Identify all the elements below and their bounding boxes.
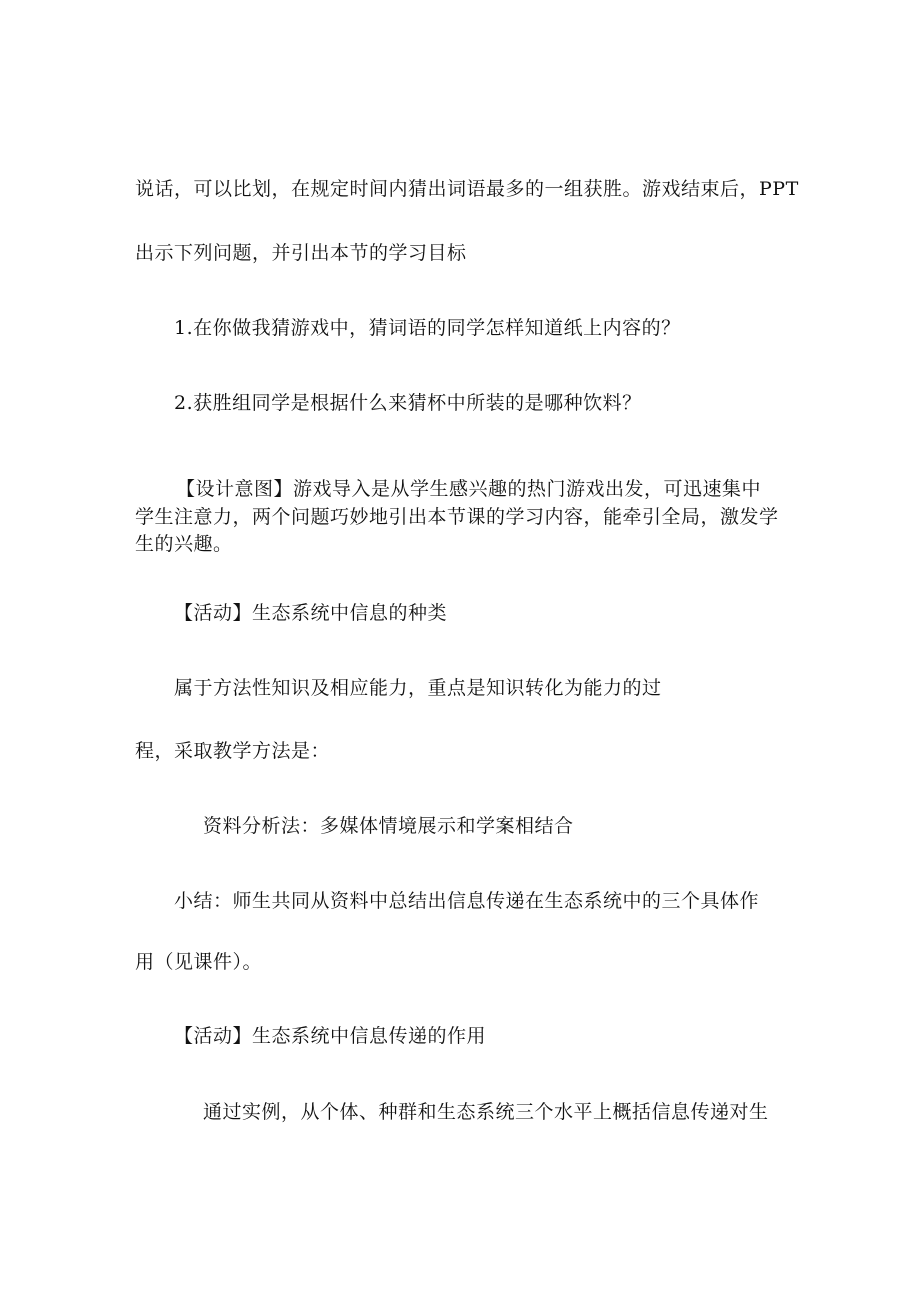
summary-line: 小结：师生共同从资料中总结出信息传递在生态系统中的三个具体作 — [174, 890, 760, 912]
design-intent-line: 生的兴趣。 — [135, 533, 233, 555]
method-line: 资料分析法：多媒体情境展示和学案相结合 — [203, 815, 574, 837]
paragraph-line: 属于方法性知识及相应能力，重点是知识转化为能力的过 — [174, 677, 662, 699]
question-item: 2.获胜组同学是根据什么来猜杯中所装的是哪种饮料？ — [174, 392, 642, 414]
activity-heading: 【活动】生态系统中信息传递的作用 — [174, 1025, 487, 1047]
paragraph-line: 出示下列问题，并引出本节的学习目标 — [135, 242, 467, 264]
paragraph-line: 说话，可以比划，在规定时间内猜出词语最多的一组获胜。游戏结束后，PPT — [135, 178, 799, 200]
design-intent-line: 【设计意图】游戏导入是从学生感兴趣的热门游戏出发，可迅速集中 — [176, 478, 762, 500]
summary-line: 用（见课件）。 — [135, 951, 263, 973]
design-intent-line: 学生注意力，两个问题巧妙地引出本节课的学习内容，能牵引全局，激发学 — [135, 506, 779, 528]
question-item: 1.在你做我猜游戏中，猜词语的同学怎样知道纸上内容的？ — [174, 317, 681, 339]
paragraph-line: 程，采取教学方法是： — [135, 740, 331, 762]
paragraph-line: 通过实例，从个体、种群和生态系统三个水平上概括信息传递对生 — [203, 1101, 769, 1123]
activity-heading: 【活动】生态系统中信息的种类 — [174, 602, 448, 624]
